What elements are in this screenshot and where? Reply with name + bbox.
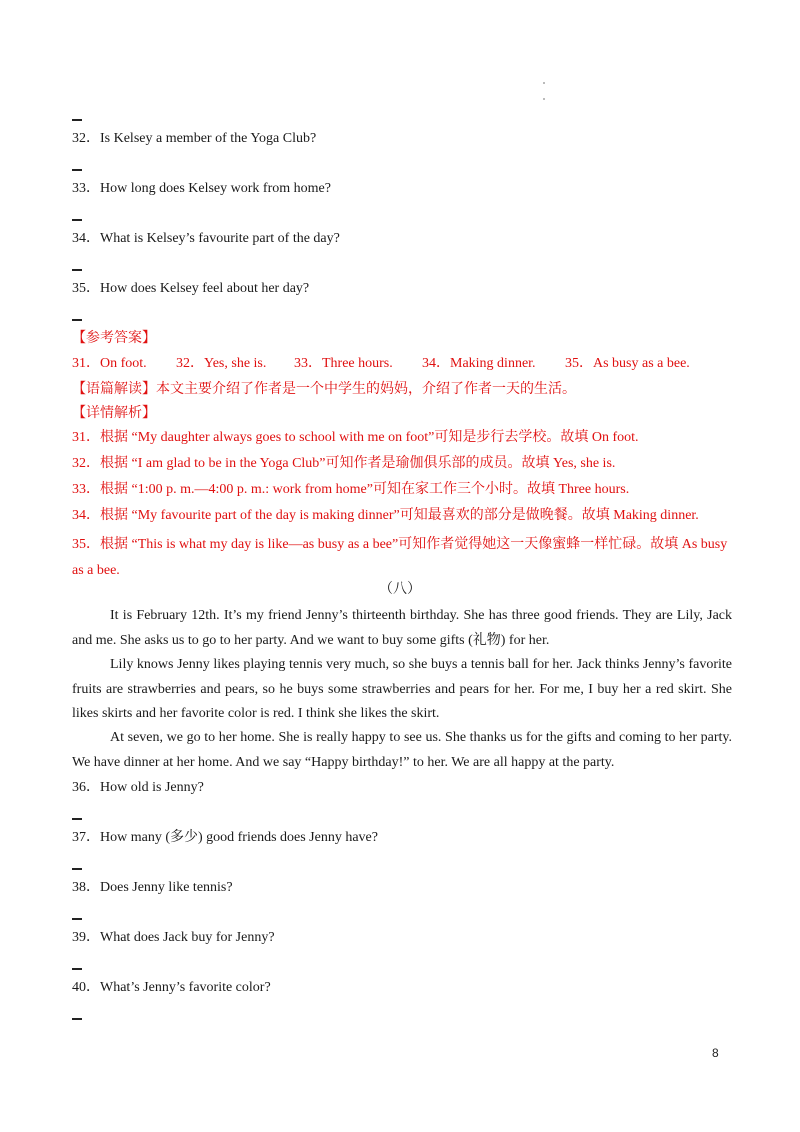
answer-blank [72, 868, 82, 870]
question-32: 32．Is Kelsey a member of the Yoga Club? [72, 131, 317, 146]
answer-34: 34．Making dinner. [422, 356, 536, 371]
question-36: 36．How old is Jenny? [72, 780, 204, 795]
passage-paragraph-2: Lily knows Jenny likes playing tennis very much, so she buys a tennis ball for her. Jack thinks Jenny’s favorite fruits are strawberries and pears, so he buys some strawberries and pears for her. For me, I buy her a red skirt. She likes skirts and her favorite color is red. I think she likes the skirt. [72, 657, 732, 721]
question-37: 37．How many (多少) good friends does Jenny have? [72, 830, 378, 845]
question-40: 40．What’s Jenny’s favorite color? [72, 980, 271, 995]
answer-blank [72, 818, 82, 820]
analysis-heading: 【详情解析】 [72, 406, 156, 421]
page-number: 8 [712, 1046, 719, 1060]
answer-blank [72, 219, 82, 221]
question-35: 35．How does Kelsey feel about her day? [72, 281, 310, 296]
analysis-31: 31．根据 “My daughter always goes to school with me on foot”可知是步行去学校。故填 On foot. [72, 430, 639, 445]
answer-blank [72, 269, 82, 271]
passage-paragraph-1: It is February 12th. It’s my friend Jenny’s thirteenth birthday. She has three good friends. They are Lily, Jack and me. She asks us to go to her party. And we want to buy some gifts (礼物) for her. [72, 608, 732, 648]
question-34: 34．What is Kelsey’s favourite part of the day? [72, 231, 340, 246]
analysis-32: 32．根据 “I am glad to be in the Yoga Club”可知作者是瑜伽俱乐部的成员。故填 Yes, she is. [72, 456, 616, 471]
analysis-35: 35．根据 “This is what my day is like—as busy as a bee”可知作者觉得她这一天像蜜蜂一样忙碌。故填 As busy as a bee. [72, 537, 728, 578]
scan-dot [543, 82, 545, 84]
answer-heading: 【参考答案】 [72, 331, 156, 346]
answer-blank [72, 1018, 82, 1020]
answer-32: 32．Yes, she is. [176, 356, 267, 371]
summary: 【语篇解读】本文主要介绍了作者是一个中学生的妈妈，介绍了作者一天的生活。 [72, 382, 576, 397]
question-33: 33．How long does Kelsey work from home? [72, 181, 331, 196]
question-39: 39．What does Jack buy for Jenny? [72, 930, 275, 945]
answers-row [72, 355, 732, 373]
answer-blank [72, 918, 82, 920]
answer-blank [72, 968, 82, 970]
analysis-34: 34．根据 “My favourite part of the day is making dinner”可知最喜欢的部分是做晚餐。故填 Making dinner. [72, 508, 699, 523]
analysis-33: 33．根据 “1:00 p. m.—4:00 p. m.: work from home”可知在家工作三个小时。故填 Three hours. [72, 482, 630, 497]
passage-paragraph-3: At seven, we go to her home. She is really happy to see us. She thanks us for the gifts and coming to her party. We have dinner at her home. And we say “Happy birthday!” to her. We are all happy at the party. [72, 730, 732, 770]
answer-35: 35．As busy as a bee. [565, 356, 690, 371]
question-38: 38．Does Jenny like tennis? [72, 880, 233, 895]
answer-33: 33．Three hours. [294, 356, 393, 371]
scan-dot [543, 98, 545, 100]
answer-blank [72, 319, 82, 321]
answer-blank [72, 169, 82, 171]
answer-blank [72, 119, 82, 121]
answer-31: 31．On foot. [72, 356, 147, 371]
section-title: （八） [379, 582, 421, 597]
